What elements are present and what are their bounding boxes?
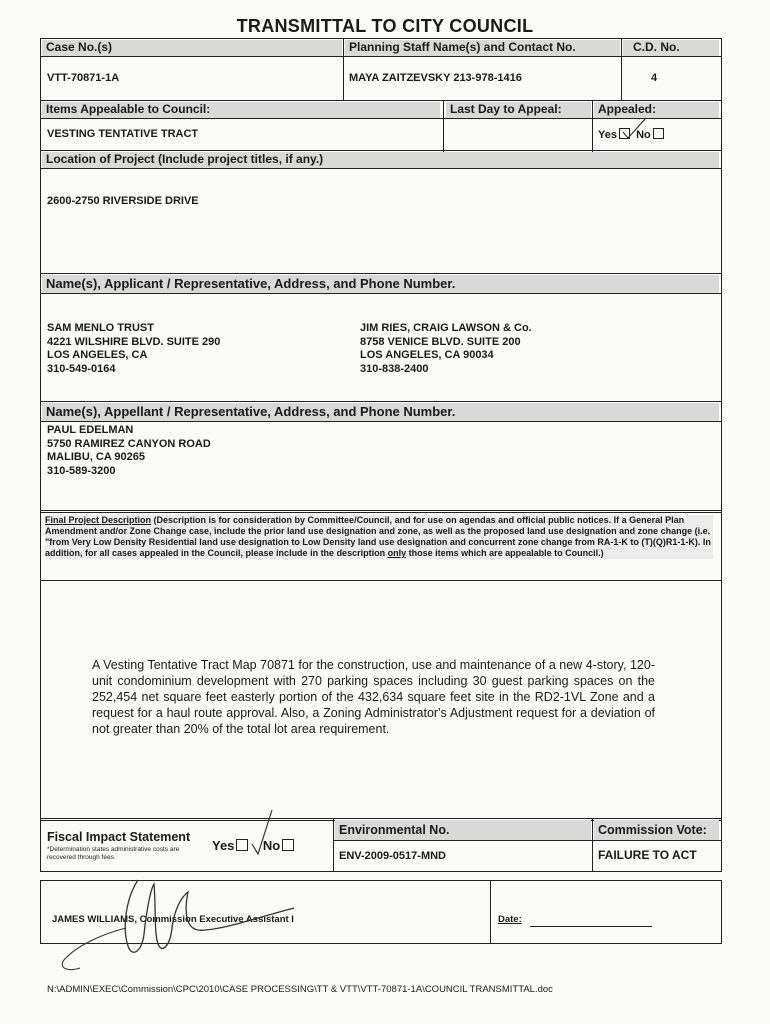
last-day-label: Last Day to Appeal: [446,102,591,118]
applicant-line: SAM MENLO TRUST [47,322,154,334]
final-description-body: A Vesting Tentative Tract Map 70871 for the construction, use and maintenance of a new 4-story, 120-unit condominium development with 270 parking spaces including 30 guest parking spaces on the 252,454 net square feet easterly portion of the 432,634 square feet site in the RD2-1VL Zone and a request for a haul route approval. Also, a Zoning Administrator's Adjustment request for a deviation of not greater than 20% of the total lot area requirement. [92,658,655,736]
environmental-value: ENV-2009-0517-MND [339,850,446,862]
appellant-label: Name(s), Appellant / Representative, Address, and Phone Number. [42,403,719,421]
appellant-line: PAUL EDELMAN [47,424,134,436]
applicant-line: 310-549-0164 [47,362,116,375]
fiscal-impact-label: Fiscal Impact Statement [47,830,191,844]
final-description-label: Final Project Description [45,515,152,525]
environmental-label: Environmental No. [335,820,591,840]
file-path-footer: N:\ADMIN\EXEC\Commission\CPC\2010\CASE PROCESSING\TT & VTT\VTT-70871-1A\COUNCIL TRANSMITTAL.doc [47,984,553,995]
case-no-label: Case No.(s) [42,40,342,56]
planning-staff-value: MAYA ZAITZEVSKY 213-978-1416 [349,72,522,84]
handwritten-signature [56,868,316,988]
appellant-line: 5750 RAMIREZ CANYON ROAD [47,437,211,450]
items-appealable-value: VESTING TENTATIVE TRACT [47,128,199,140]
representative-line: LOS ANGELES, CA 90034 [360,349,494,361]
commission-vote-label: Commission Vote: [594,820,719,840]
applicant-left [47,322,220,376]
applicant-line: LOS ANGELES, CA [47,349,148,361]
checkmark-icon [620,116,650,140]
checkmark-icon [250,808,276,856]
date-label: Date: [498,914,522,925]
location-label: Location of Project (Include project titles, if any.) [42,152,719,168]
representative-line: JIM RIES, CRAIG LAWSON & Co. [360,322,532,334]
appealed-no-label: No [636,129,651,141]
page-title: TRANSMITTAL TO CITY COUNCIL [236,16,534,36]
case-no-value: VTT-70871-1A [47,72,120,84]
final-description-instructions: Final Project Description (Description is for consideration by Committee/Council, and for use on agendas and official public notices. If a General Plan Amendment and/or Zone Change case, include the prior land use designation and zone, as well as the proposed land use designation and zone change (i.e. "from Very Low Density Residential land use designation to Low Density land use designation and concurrent zone change from RA-1-K to (T)(Q)R1-1-K). In addition, for all cases appealed in the Council, please include in the description only those items which are appealable to Council.) [45,515,713,559]
representative-right [360,322,532,376]
fiscal-no-checkbox[interactable] [282,839,294,851]
fiscal-impact-note: *Determination states administrative costs are recovered through fees. [47,846,180,861]
fiscal-no-label: No [262,838,281,853]
applicant-label: Name(s), Applicant / Representative, Address, and Phone Number. [42,275,719,293]
planning-staff-label: Planning Staff Name(s) and Contact No. [345,40,620,56]
appealed-no-checkbox[interactable] [653,128,664,139]
location-value: 2600-2750 RIVERSIDE DRIVE [47,195,199,207]
cd-value: 4 [651,72,658,84]
representative-line: 310-838-2400 [360,362,429,375]
appellant-line: MALIBU, CA 90265 [47,451,146,463]
cd-label: C.D. No. [623,40,719,56]
signer-name: JAMES WILLIAMS, Commission Executive Assistant I [52,914,294,925]
appellant-line: 310-589-3200 [47,464,116,477]
appealed-yes-label: Yes [598,129,617,141]
applicant-line: 4221 WILSHIRE BLVD. SUITE 290 [47,335,221,348]
appellant-info [47,424,211,478]
fiscal-yes-checkbox[interactable] [236,839,248,851]
commission-vote-value: FAILURE TO ACT [598,848,697,862]
fiscal-yes-label: Yes [212,838,235,853]
appealed-label: Appealed: [594,102,719,118]
representative-line: 8758 VENICE BLVD. SUITE 200 [360,335,521,348]
items-appealable-label: Items Appealable to Council: [42,102,440,118]
